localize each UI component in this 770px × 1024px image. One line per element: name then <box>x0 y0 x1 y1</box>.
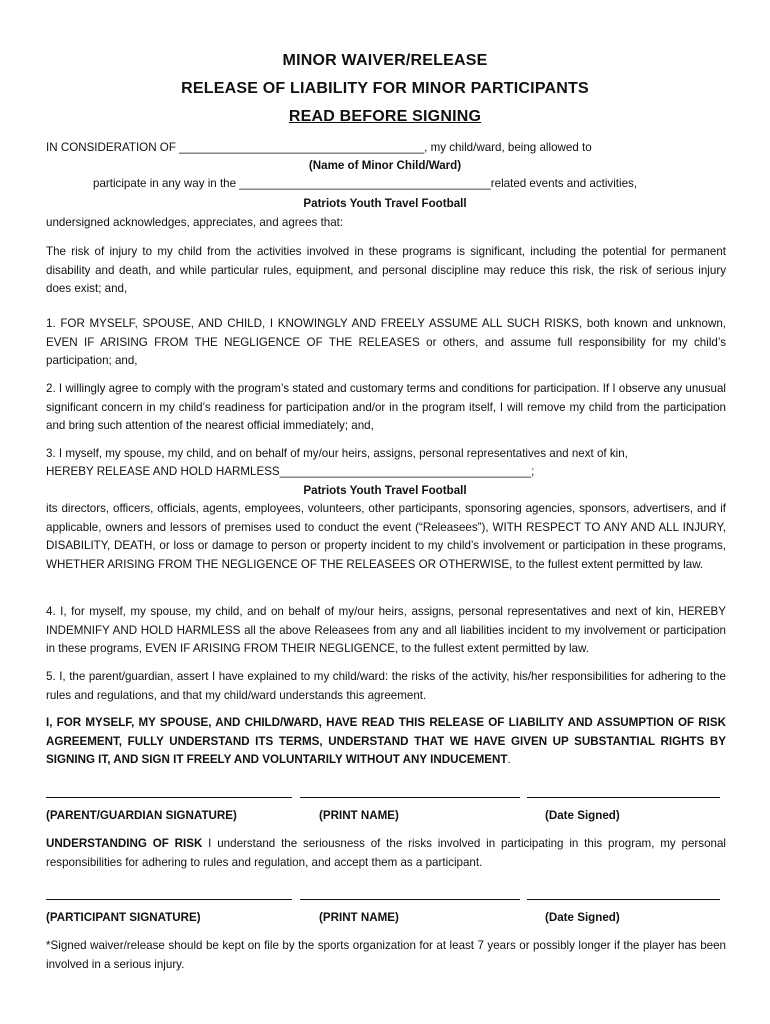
clause-5: 5. I, the parent/guardian, assert I have explained to my child/ward: the risks of the activity, his/her responsibilities for adhering to the rules and regulations, and that my child/ward understands this agreement. <box>46 670 726 702</box>
title-read-before-signing: READ BEFORE SIGNING <box>288 108 482 125</box>
title-waiver: MINOR WAIVER/RELEASE <box>282 52 488 69</box>
minor-name-label: (Name of Minor Child/Ward) <box>308 159 462 172</box>
understanding-heading: UNDERSTANDING OF RISK <box>46 837 203 850</box>
parent-print-name-label: (PRINT NAME) <box>319 809 399 822</box>
participant-signature-line[interactable] <box>46 899 292 900</box>
clause-2: 2. I willingly agree to comply with the program’s stated and customary terms and conditions for participation. If I observe any unusual significant concern in my child’s readiness for participation and/or in the program itself, I will remove my child from the participation and bring such attention of the nearest official immediately; and, <box>46 382 726 433</box>
clause-3-body: its directors, officers, officials, agents, employees, volunteers, other participants, sponsoring agencies, sponsors, advertisers, and if applicable, owners and lessors of premises used to conduct the event (“Releasees”), WITH RESPECT TO ANY AND ALL INJURY, DISABILITY, DEATH, or loss or damage to person or property incident to my child’s involvement or participation in these programs, WHETHER ARISING FROM THE NEGLIGENCE OF THE RELEASEES OR OTHERWISE, to the fullest extent permitted by law. <box>46 502 726 571</box>
parent-date-line[interactable] <box>527 797 720 798</box>
participant-signature-label: (PARTICIPANT SIGNATURE) <box>46 911 201 924</box>
parent-date-label: (Date Signed) <box>545 809 620 822</box>
participate-line: participate in any way in the _______________________________________related events and activities, <box>93 177 638 190</box>
clause-4: 4. I, for myself, my spouse, my child, and on behalf of my/our heirs, assigns, personal representatives and next of kin, HEREBY INDEMNIFY AND HOLD HARMLESS all the above Releasees from any and all liabilities incident to my involvement or participation in these programs, EVEN IF ARISING FROM THEIR NEGLIGENCE, to the fullest extent permitted by law. <box>46 605 726 656</box>
parent-signature-label: (PARENT/GUARDIAN SIGNATURE) <box>46 809 237 822</box>
acknowledgement-period: . <box>507 753 511 767</box>
consideration-line: IN CONSIDERATION OF ______________________________________, my child/ward, being allowed to <box>46 141 592 154</box>
footnote: *Signed waiver/release should be kept on file by the sports organization for at least 7 years or possibly longer if the player has been involved in a serious injury. <box>46 939 726 971</box>
clause-3-organization: Patriots Youth Travel Football <box>303 484 467 497</box>
risk-paragraph: The risk of injury to my child from the activities involved in these programs is significant, including the potential for permanent disability and death, and while particular rules, equipment, and personal discipline may reduce this risk, the risk of serious injury does exist; and, <box>46 245 726 296</box>
acknowledgement-bold-text: I, FOR MYSELF, MY SPOUSE, AND CHILD/WARD, HAVE READ THIS RELEASE OF LIABILITY AND ASSUMPTION OF RISK AGREEMENT, FULLY UNDERSTAND ITS TERMS, UNDERSTAND THAT WE HAVE GIVEN UP SUBSTANTIAL RIGHTS BY SIGNING IT, AND SIGN IT FREELY AND VOLUNTARILY WITHOUT ANY INDUCEMENT <box>46 716 726 767</box>
organization-name: Patriots Youth Travel Football <box>303 197 467 210</box>
clause-3-intro: 3. I myself, my spouse, my child, and on behalf of my/our heirs, assigns, personal representatives and next of kin, <box>46 447 628 460</box>
title-release: RELEASE OF LIABILITY FOR MINOR PARTICIPANTS <box>181 80 589 97</box>
clause-1: 1. FOR MYSELF, SPOUSE, AND CHILD, I KNOWINGLY AND FREELY ASSUME ALL SUCH RISKS, both known and unknown, EVEN IF ARISING FROM THE NEGLIGENCE OF THE RELEASES or others, and assume full responsibility for my child’s participation; and, <box>46 317 726 368</box>
acknowledgement-statement <box>46 714 726 770</box>
clause-3-release: HEREBY RELEASE AND HOLD HARMLESS_______________________________________; <box>46 465 535 478</box>
understanding-text: I understand the seriousness of the risks involved in participating in this program, my personal responsibilities for adhering to rules and regulation, and accept them as a participant. <box>46 837 726 869</box>
parent-print-name-line[interactable] <box>300 797 520 798</box>
parent-signature-line[interactable] <box>46 797 292 798</box>
participant-date-line[interactable] <box>527 899 720 900</box>
participant-print-name-label: (PRINT NAME) <box>319 911 399 924</box>
acknowledge-line: undersigned acknowledges, appreciates, and agrees that: <box>46 216 344 229</box>
participant-print-name-line[interactable] <box>300 899 520 900</box>
participant-date-label: (Date Signed) <box>545 911 620 924</box>
understanding-of-risk <box>46 835 726 872</box>
